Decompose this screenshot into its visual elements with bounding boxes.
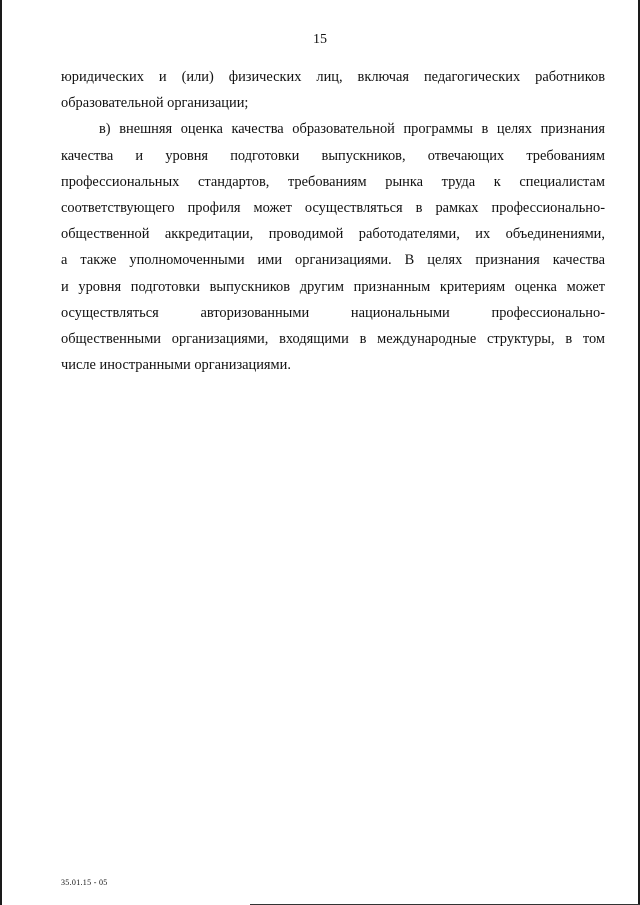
paragraph-external-assessment	[61, 116, 605, 378]
text-line: соответствующего профиля может осуществляться в рамках профессионально-	[61, 200, 605, 217]
text-line: общественной аккредитации, проводимой работодателями, их объединениями,	[61, 226, 605, 243]
text-line: качества и уровня подготовки выпускников, отвечающих требованиям	[61, 147, 605, 164]
text-line: и уровня подготовки выпускников другим признанным критериям оценка может	[61, 278, 605, 295]
text-line: профессиональных стандартов, требованиям рынка труда к специалистам	[61, 173, 605, 190]
text-line: числе иностранными организациями.	[61, 357, 291, 374]
text-line: общественными организациями, входящими в международные структуры, в том	[61, 331, 605, 348]
text-line: юридических и (или) физических лиц, включая педагогических работников	[61, 69, 605, 85]
text-line: в) внешняя оценка качества образовательной программы в целях признания	[99, 121, 605, 138]
document-code: 35.01.15 - 05	[61, 878, 108, 887]
paragraph-continuation	[61, 64, 605, 116]
text-line: а также уполномоченными ими организациями. В целях признания качества	[61, 252, 605, 269]
text-line: образовательной организации;	[61, 95, 249, 112]
page-number: 15	[313, 32, 327, 47]
page-left-edge	[0, 0, 2, 905]
text-line: осуществляться авторизованными национальными профессионально-	[61, 304, 605, 321]
document-body	[61, 64, 605, 378]
